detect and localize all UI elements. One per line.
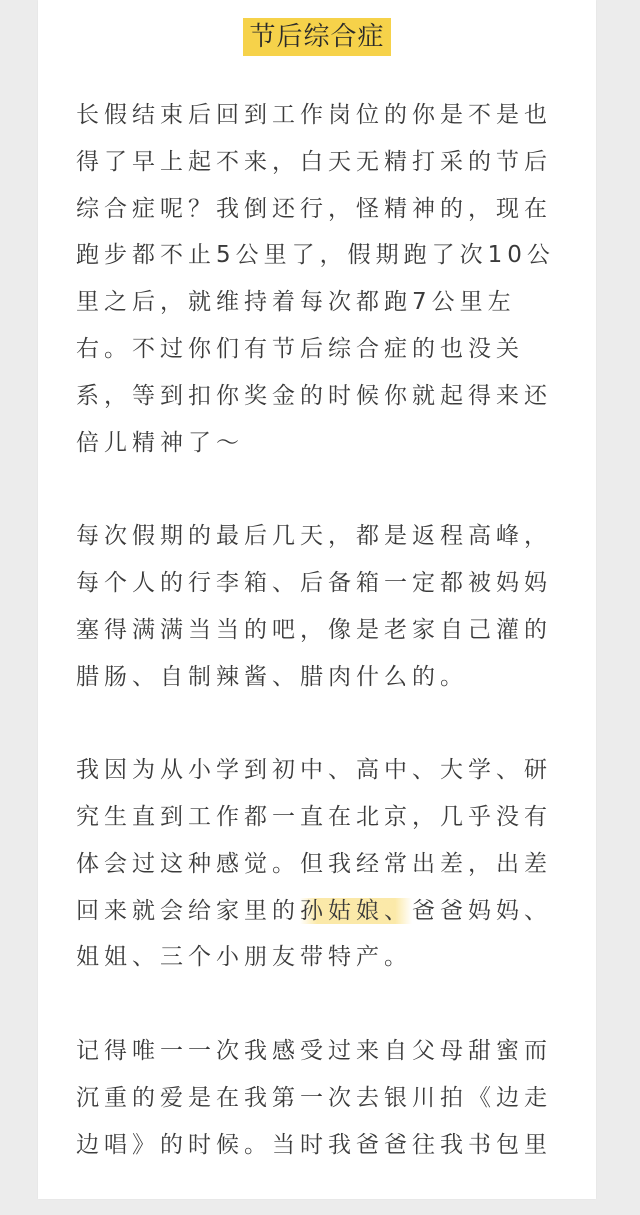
line-part: 回来就会给家里的 [76,897,300,924]
line: 每个人的行李箱、后备箱一定都被妈妈 [76,569,552,596]
line: 长假结束后回到工作岗位的你是不是也 [76,102,552,128]
line: 记得唯一一次我感受过来自父母甜蜜而 [76,1037,552,1064]
title-wrap [38,18,596,56]
line: 右。不过你们有节后综合症的也没关 [76,335,524,362]
line: 腊肠、自制辣酱、腊肉什么的。 [76,663,468,690]
line: 体会过这种感觉。但我经常出差，出差 [76,850,552,877]
paragraph-2 [76,513,566,700]
paragraph-3 [76,747,566,981]
line: 里之后，就维持着每次都跑7公里左 [76,289,516,316]
paragraph-1 [76,92,566,466]
line: 边唱》的时候。当时我爸爸往我书包里 [76,1131,552,1158]
line: 得了早上起不来，白天无精打采的节后 [76,148,552,175]
line: 跑步都不止5公里了，假期跑了次10公 [76,242,555,269]
line: 系，等到扣你奖金的时候你就起得来还 [76,382,552,409]
line: 每次假期的最后几天，都是返程高峰， [76,523,552,550]
article-title: 节后综合症 [243,18,390,56]
line: 沉重的爱是在我第一次去银川拍《边走 [76,1084,552,1111]
line-with-highlight [76,898,552,924]
article-body [76,92,566,1215]
paragraph-4 [76,1028,566,1168]
line-part: 爸爸妈妈、 [412,897,552,924]
line: 倍儿精神了～ [76,429,244,456]
article-page [38,0,596,1199]
line: 我因为从小学到初中、高中、大学、研 [76,757,552,784]
line: 姐姐、三个小朋友带特产。 [76,944,412,971]
highlighted-text: 孙姑娘、 [300,897,412,924]
line: 究生直到工作都一直在北京，几乎没有 [76,803,552,830]
line: 塞得满满当当的吧，像是老家自己灌的 [76,616,552,643]
line: 综合症呢？我倒还行，怪精神的，现在 [76,195,552,222]
